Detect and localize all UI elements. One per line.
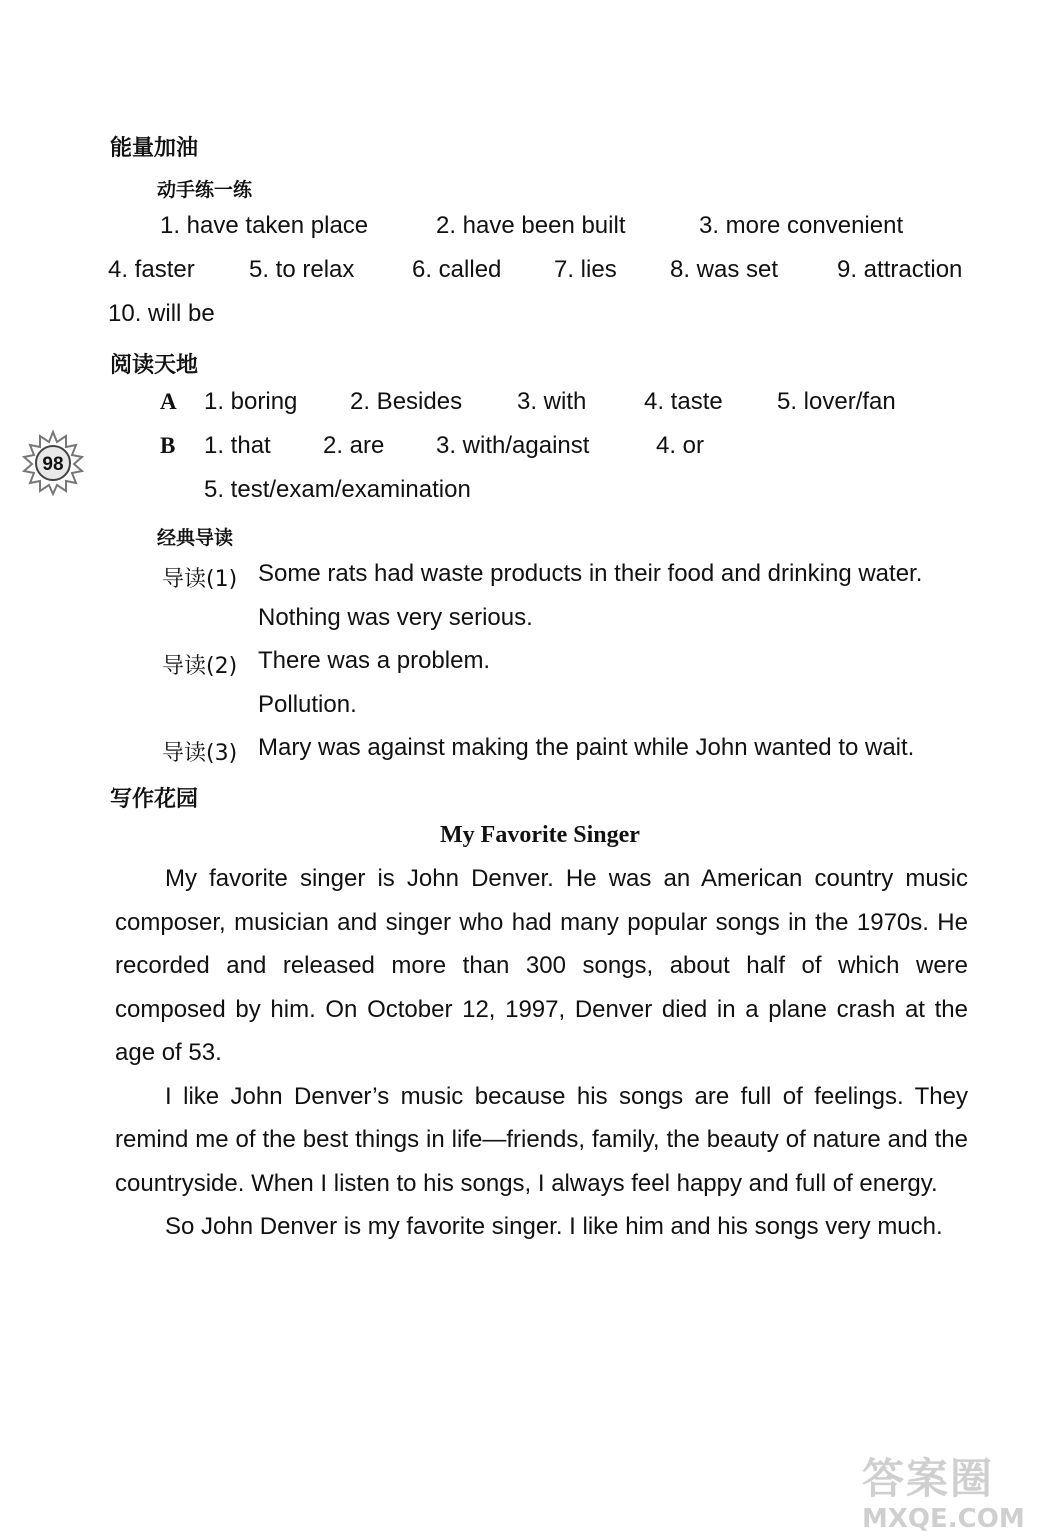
guide-label: 导读(2) [162, 654, 238, 679]
practice-item: 8. was set [670, 256, 779, 283]
practice-row-2 [108, 256, 962, 284]
guide-line: Some rats had waste products in their food and drinking water. [258, 560, 923, 587]
section-heading-writing: 写作花园 [110, 787, 199, 812]
practice-item: 9. attraction [837, 256, 963, 283]
practice-row-1 [160, 212, 903, 240]
guide-line: There was a problem. [258, 647, 491, 674]
essay-body [115, 857, 968, 1249]
practice-item: 3. more convenient [699, 212, 904, 239]
answer-item: 5. lover/fan [777, 388, 896, 415]
answer-item: 5. test/exam/examination [204, 476, 471, 503]
practice-item: 1. have taken place [160, 212, 369, 239]
watermark-top: 答案圈 [862, 1454, 995, 1503]
guide-line: Nothing was very serious. [258, 604, 533, 631]
practice-item: 2. have been built [436, 212, 626, 239]
reading-b-label: B [160, 433, 176, 458]
guide-label: 导读(3) [162, 741, 238, 766]
section-heading-practice: 动手练一练 [157, 179, 253, 201]
answer-item: 2. Besides [350, 388, 463, 415]
answer-item: 3. with/against [436, 432, 590, 459]
page-number-badge [18, 428, 88, 498]
essay-title: My Favorite Singer [440, 822, 640, 848]
practice-item: 7. lies [554, 256, 617, 283]
reading-a-row [160, 388, 896, 416]
answer-item: 1. that [204, 432, 271, 459]
answer-item: 4. or [656, 432, 705, 459]
section-heading-energy: 能量加油 [110, 136, 199, 161]
answer-item: 4. taste [644, 388, 723, 415]
guide-label: 导读(1) [162, 567, 238, 592]
section-heading-reading: 阅读天地 [110, 353, 199, 378]
guide-line: Mary was against making the paint while John wanted to wait. [258, 734, 915, 761]
guide-line: Pollution. [258, 691, 357, 718]
practice-item: 4. faster [108, 256, 195, 283]
reading-b-row [160, 432, 704, 460]
section-heading-classic: 经典导读 [157, 527, 234, 549]
watermark-bottom: MXQE.COM [862, 1504, 1025, 1534]
answer-item: 2. are [323, 432, 385, 459]
page-number: 98 [42, 454, 64, 475]
essay-paragraph: My favorite singer is John Denver. He was an American country music composer, musician and singer who had many popular songs in the 1970s. He recorded and released more than 300 songs, about half of which were composed by him. On October 12, 1997, Denver died in a plane crash at the age of 53. [115, 865, 968, 1066]
essay-paragraph: So John Denver is my favorite singer. I like him and his songs very much. [165, 1213, 943, 1240]
reading-a-label: A [160, 389, 177, 414]
practice-item: 6. called [412, 256, 502, 283]
practice-item: 10. will be [108, 300, 215, 327]
practice-item: 5. to relax [249, 256, 355, 283]
answer-item: 1. boring [204, 388, 298, 415]
answer-item: 3. with [517, 388, 587, 415]
watermark [862, 1446, 1032, 1532]
essay-paragraph: I like John Denver’s music because his songs are full of feelings. They remind me of the best things in life—friends, family, the beauty of nature and the countryside. When I listen to his songs, I always feel happy and full of energy. [115, 1082, 968, 1197]
